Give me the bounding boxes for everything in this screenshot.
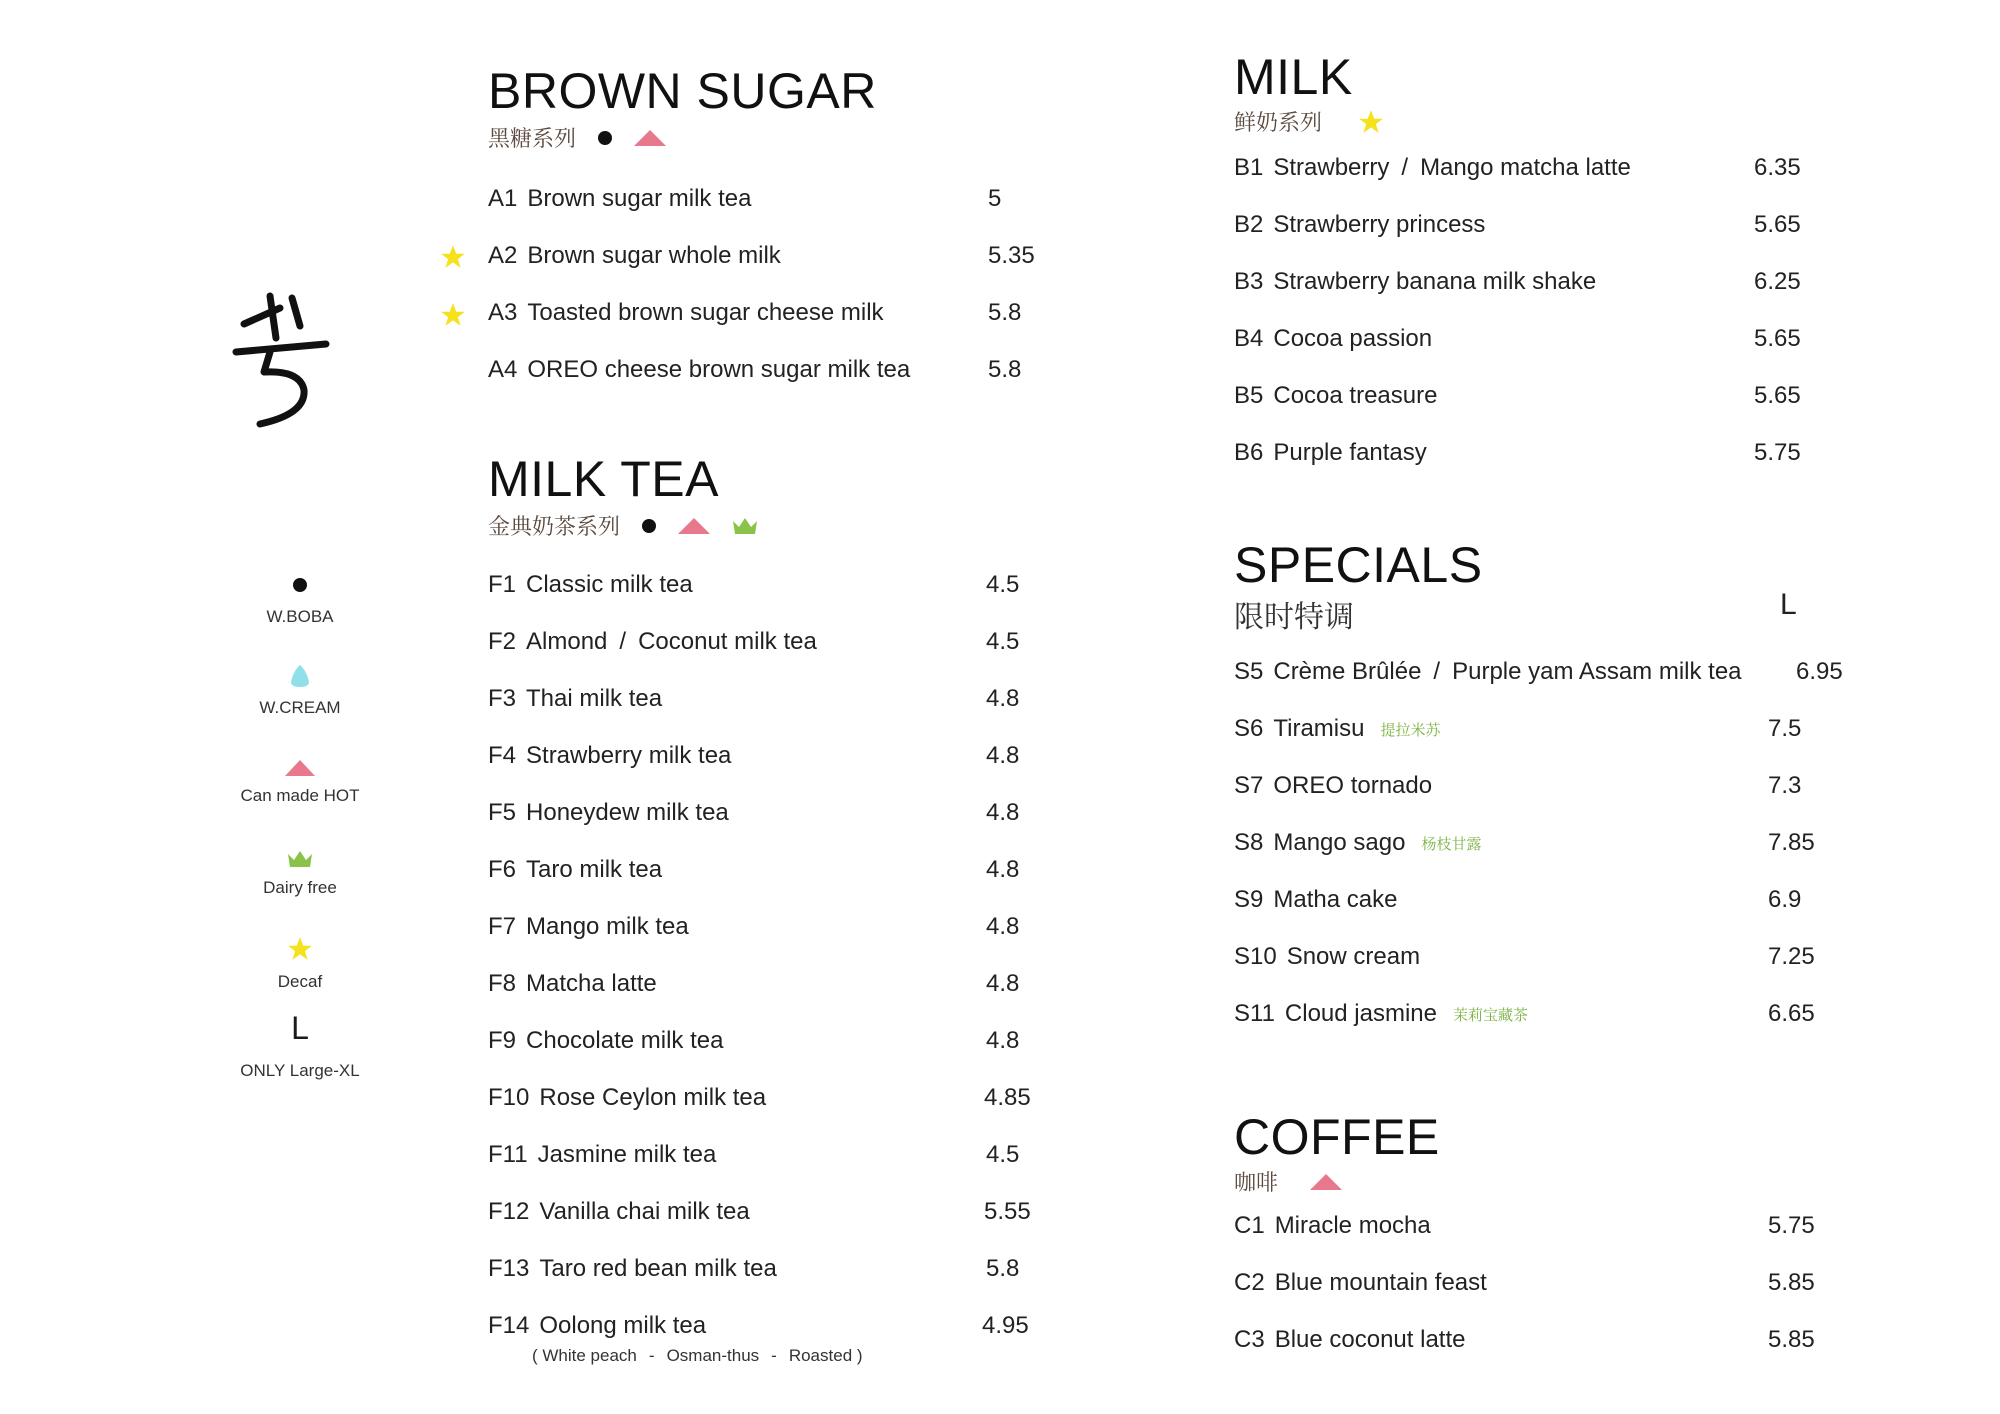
hot-triangle-icon: [634, 130, 666, 146]
price: 5.65: [1754, 325, 1801, 352]
menu-item-s11: S11 Cloud jasmine 茉莉宝藏茶: [1234, 1000, 1529, 1027]
price: 4.5: [986, 1141, 1020, 1168]
price: 5.85: [1768, 1326, 1815, 1353]
boba-dot-icon: [293, 578, 307, 592]
menu-item-a3: A3 Toasted brown sugar cheese milk: [488, 299, 884, 326]
large-letter: L: [1780, 588, 1797, 621]
oolong-options: ( White peach - Osman-thus - Roasted ): [532, 1346, 863, 1365]
price: 5.65: [1754, 211, 1801, 238]
price: 4.5: [986, 571, 1020, 598]
price: 5: [988, 185, 1002, 212]
menu-item-f5: F5 Honeydew milk tea: [488, 799, 729, 826]
legend-label: W.BOBA: [266, 607, 334, 626]
menu-item-f3: F3 Thai milk tea: [488, 685, 663, 712]
menu-item-f6: F6 Taro milk tea: [488, 856, 663, 883]
price: 5.35: [988, 242, 1035, 269]
price: 5.85: [1768, 1269, 1815, 1296]
hot-triangle-icon: [678, 518, 710, 534]
legend-item-hot: [220, 760, 380, 806]
price: 5.75: [1754, 439, 1801, 466]
price: 4.8: [986, 799, 1020, 826]
milk-header: [1234, 49, 1384, 137]
legend-label: Can made HOT: [240, 786, 360, 805]
price: 4.8: [986, 1027, 1020, 1054]
menu-item-f14: F14 Oolong milk tea: [488, 1312, 707, 1339]
chinese-name: 茉莉宝藏茶: [1453, 1007, 1529, 1025]
menu-item-f1: F1 Classic milk tea: [488, 571, 693, 598]
brown-sugar-header: [488, 63, 877, 153]
hot-triangle-icon: [285, 760, 315, 776]
menu-item-s10: S10 Snow cream: [1234, 943, 1421, 970]
menu-item-s5: S5 Crème Brûlée / Purple yam Assam milk tea: [1234, 658, 1742, 685]
legend-label: W.CREAM: [259, 698, 341, 717]
legend-item-cream: [220, 664, 380, 718]
menu-item-b6: B6 Purple fantasy: [1234, 439, 1427, 466]
legend-item-boba: [220, 578, 380, 627]
price: 4.5: [986, 628, 1020, 655]
menu-item-f7: F7 Mango milk tea: [488, 913, 689, 940]
price: 5.8: [988, 299, 1022, 326]
section-title: BROWN SUGAR: [488, 63, 877, 119]
price: 6.25: [1754, 268, 1801, 295]
legend-item-decaf: [220, 936, 380, 992]
legend-item-large-only: [220, 1010, 380, 1081]
price: 7.5: [1768, 715, 1802, 742]
menu-item-b1: B1 Strawberry / Mango matcha latte: [1234, 154, 1631, 181]
specials-header: [1234, 537, 1483, 636]
price: 6.35: [1754, 154, 1801, 181]
price: 5.75: [1768, 1212, 1815, 1239]
price: 4.8: [986, 970, 1020, 997]
price: 4.95: [982, 1312, 1029, 1339]
price: 5.8: [986, 1255, 1020, 1282]
section-subtitle: 鲜奶系列: [1234, 110, 1323, 135]
price: 5.8: [988, 356, 1022, 383]
menu-item-f10: F10 Rose Ceylon milk tea: [488, 1084, 767, 1111]
legend-item-dairy-free: [220, 850, 380, 898]
menu-item-a2: A2 Brown sugar whole milk: [488, 242, 781, 269]
menu-item-b3: B3 Strawberry banana milk shake: [1234, 268, 1597, 295]
menu-item-a4: A4 OREO cheese brown sugar milk tea: [488, 356, 911, 383]
star-icon: [287, 936, 313, 962]
menu-item-c1: C1 Miracle mocha: [1234, 1212, 1431, 1239]
menu-item-f13: F13 Taro red bean milk tea: [488, 1255, 777, 1282]
crown-icon: [287, 850, 313, 868]
price: 6.65: [1768, 1000, 1815, 1027]
menu-item-s9: S9 Matha cake: [1234, 886, 1398, 913]
star-icon: [440, 244, 466, 270]
legend-label: Dairy free: [263, 878, 337, 897]
menu-item-s7: S7 OREO tornado: [1234, 772, 1433, 799]
large-letter: L: [291, 1010, 309, 1046]
hot-triangle-icon: [1310, 1174, 1342, 1190]
price: 7.85: [1768, 829, 1815, 856]
menu-item-s8: S8 Mango sago 杨枝甘露: [1234, 829, 1482, 856]
menu-item-f11: F11 Jasmine milk tea: [488, 1141, 717, 1168]
section-title: COFFEE: [1234, 1109, 1440, 1165]
price: 7.25: [1768, 943, 1815, 970]
price: 4.8: [986, 685, 1020, 712]
section-subtitle: 咖啡: [1234, 1170, 1279, 1195]
section-title: SPECIALS: [1234, 537, 1483, 593]
star-icon: [1358, 109, 1384, 135]
legend-label: Decaf: [277, 972, 323, 991]
menu-item-f8: F8 Matcha latte: [488, 970, 657, 997]
price: 6.95: [1796, 658, 1843, 685]
menu-item-c3: C3 Blue coconut latte: [1234, 1326, 1466, 1353]
menu-item-f12: F12 Vanilla chai milk tea: [488, 1198, 750, 1225]
section-subtitle: 黑糖系列: [488, 126, 577, 151]
chinese-name: 提拉米苏: [1380, 722, 1441, 740]
milk-tea-header: [488, 451, 758, 541]
menu-item-a1: A1 Brown sugar milk tea: [488, 185, 752, 212]
menu-item-f9: F9 Chocolate milk tea: [488, 1027, 724, 1054]
crown-icon: [732, 517, 758, 535]
cream-drop-icon: [289, 664, 311, 688]
section-title: MILK: [1234, 49, 1353, 105]
price: 4.8: [986, 742, 1020, 769]
price: 7.3: [1768, 772, 1802, 799]
price: 5.65: [1754, 382, 1801, 409]
chinese-name: 杨枝甘露: [1421, 836, 1482, 854]
price: 4.85: [984, 1084, 1031, 1111]
brand-logo-icon: [230, 290, 340, 430]
price: 5.55: [984, 1198, 1031, 1225]
boba-dot-icon: [598, 131, 612, 145]
price: 4.8: [986, 856, 1020, 883]
menu-item-f2: F2 Almond / Coconut milk tea: [488, 628, 817, 655]
section-subtitle: 限时特调: [1234, 601, 1354, 634]
section-title: MILK TEA: [488, 451, 719, 507]
section-subtitle: 金典奶茶系列: [488, 514, 621, 539]
menu-item-b4: B4 Cocoa passion: [1234, 325, 1433, 352]
menu-item-b5: B5 Cocoa treasure: [1234, 382, 1438, 409]
menu-item-s6: S6 Tiramisu 提拉米苏: [1234, 715, 1441, 742]
price: 6.9: [1768, 886, 1802, 913]
menu-item-b2: B2 Strawberry princess: [1234, 211, 1486, 238]
menu-item-c2: C2 Blue mountain feast: [1234, 1269, 1487, 1296]
menu-item-f4: F4 Strawberry milk tea: [488, 742, 732, 769]
legend-label: ONLY Large-XL: [240, 1061, 360, 1080]
price: 4.8: [986, 913, 1020, 940]
coffee-header: [1234, 1109, 1440, 1197]
boba-dot-icon: [642, 519, 656, 533]
star-icon: [440, 302, 466, 328]
